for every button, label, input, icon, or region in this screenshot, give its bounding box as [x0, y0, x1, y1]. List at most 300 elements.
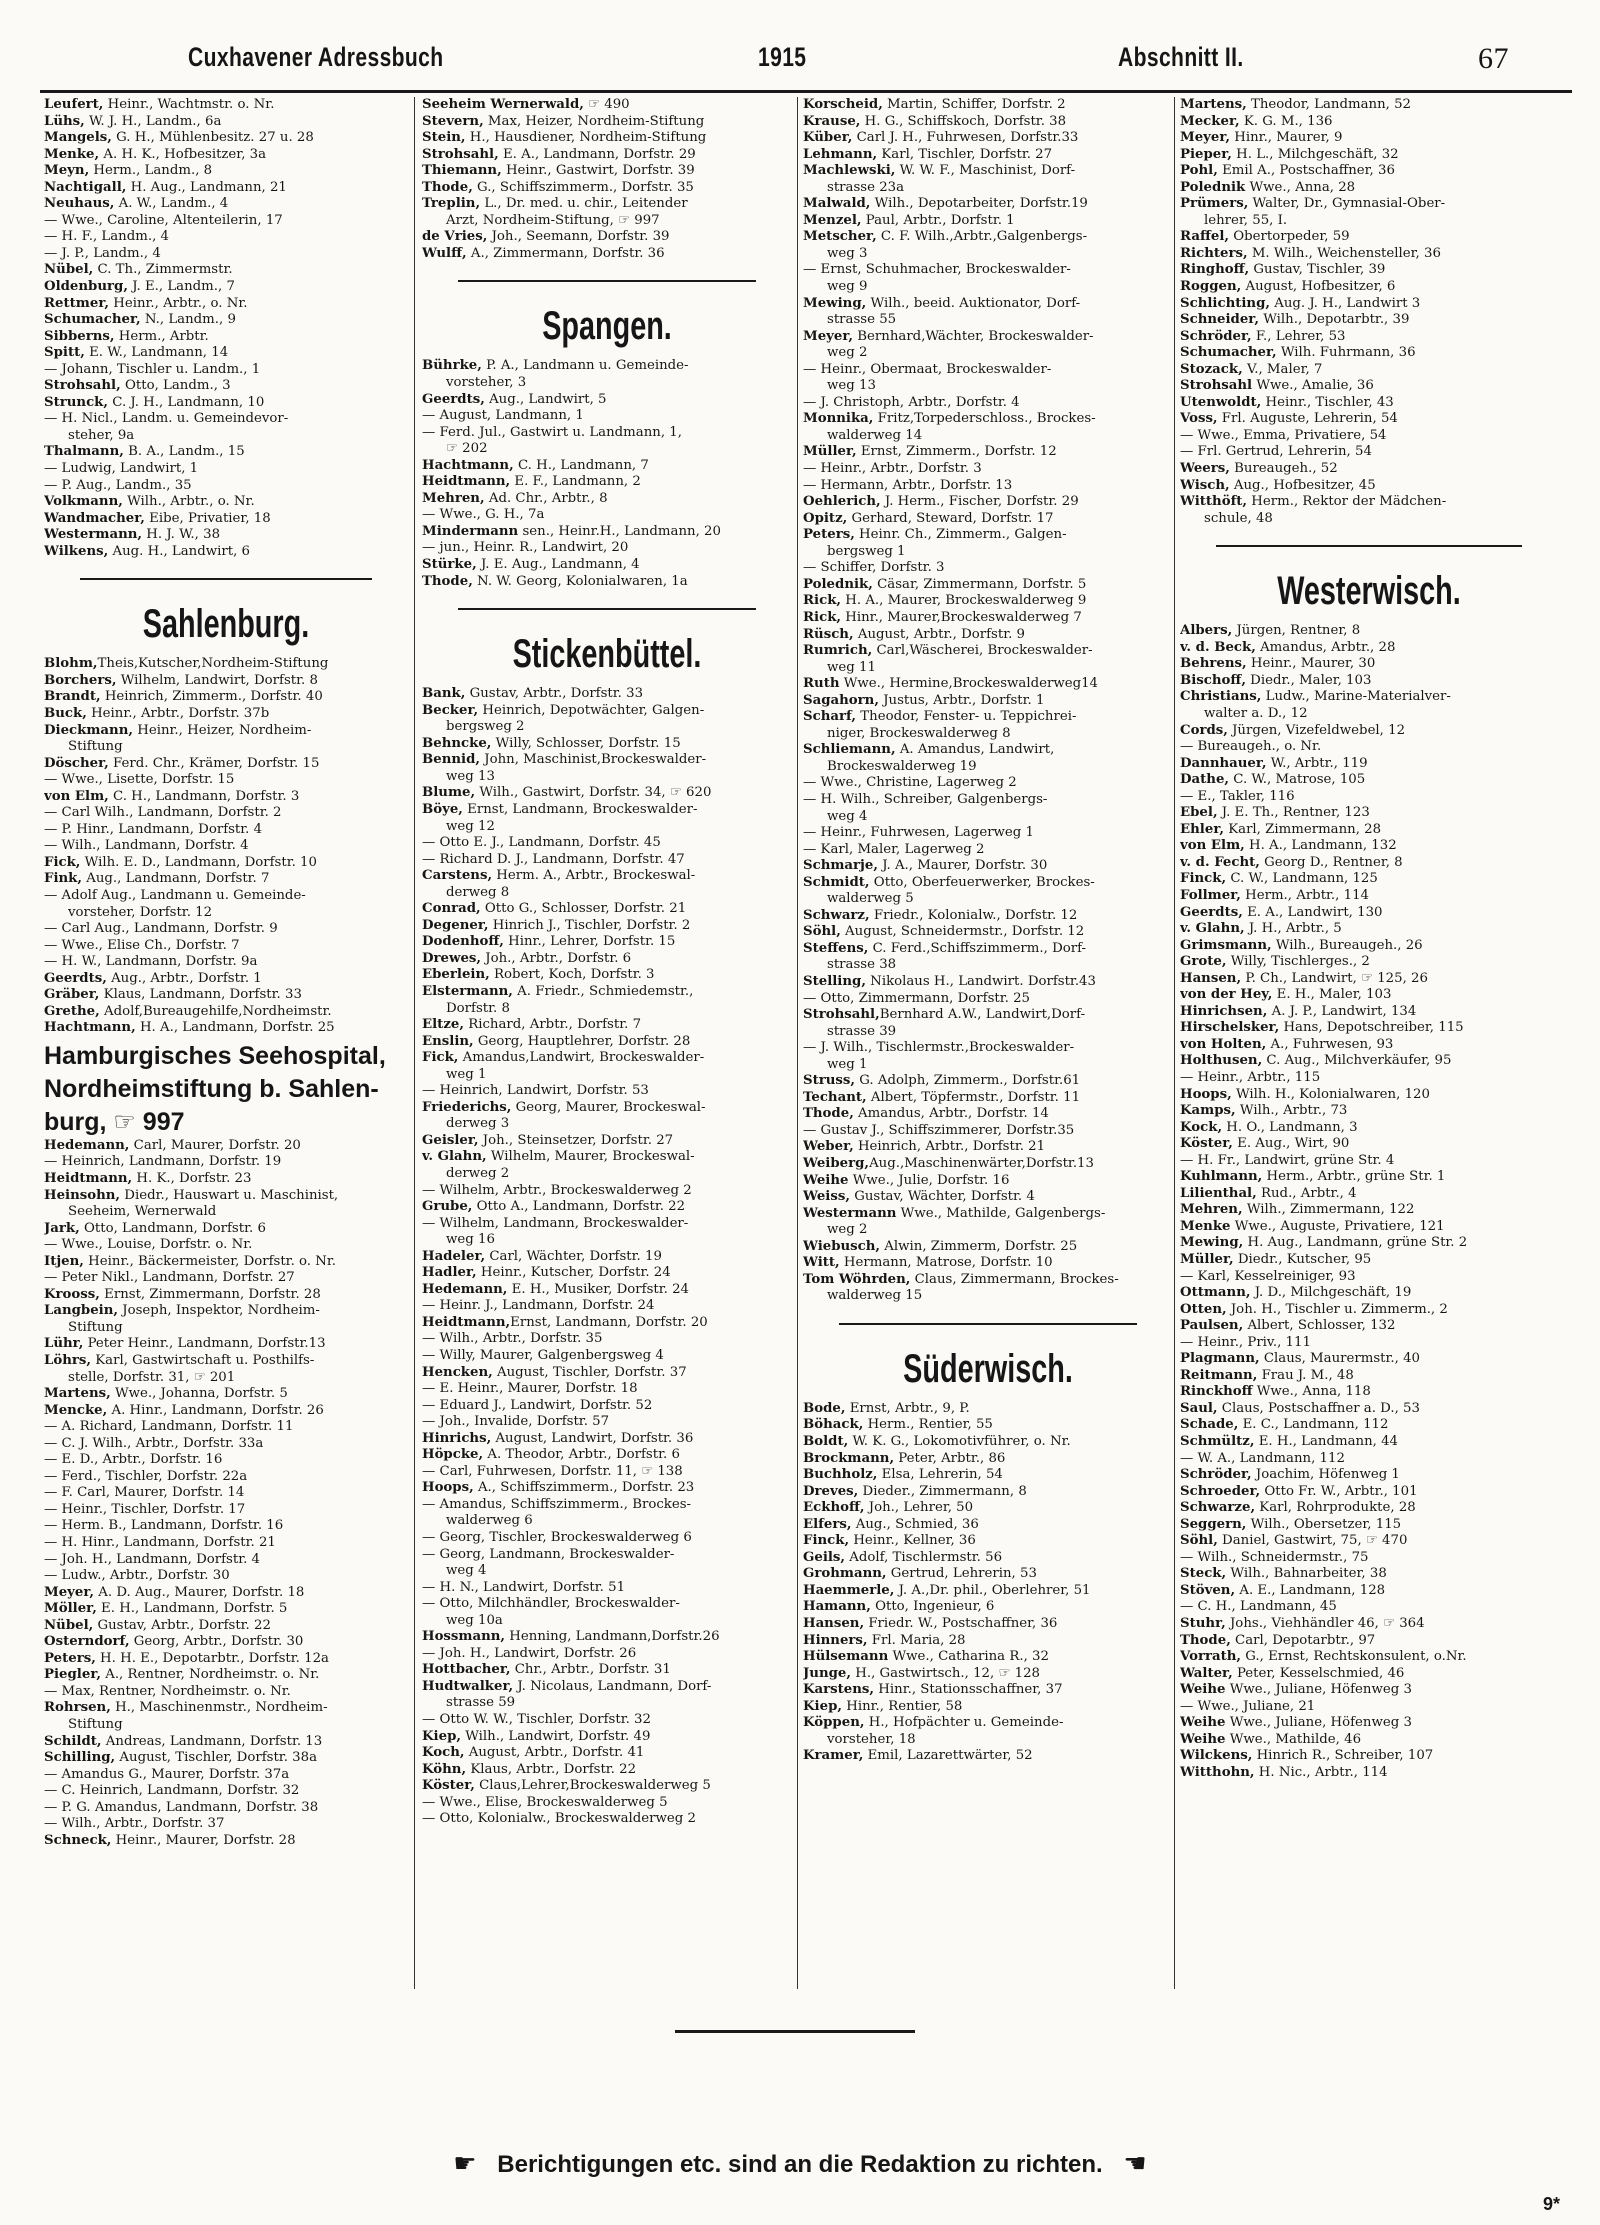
directory-entry — [422, 114, 792, 131]
entry-details: August, Tischler, Dorfstr. 37 — [492, 1364, 687, 1380]
directory-entry — [44, 921, 408, 938]
directory-entry — [1180, 1682, 1558, 1699]
entry-details: Heinr., Arbtr., Dorfstr. 37b — [86, 705, 270, 721]
entry-surname: Stozack, — [1180, 361, 1243, 377]
directory-entry — [44, 888, 408, 905]
directory-entry — [1180, 838, 1558, 855]
entry-surname: Geerdts, — [422, 391, 485, 407]
entry-details: — E. D., Arbtr., Dorfstr. 16 — [44, 1452, 223, 1468]
entry-details: Heinr. Ch., Zimmerm., Galgen- — [854, 527, 1067, 543]
directory-entry — [1180, 1666, 1558, 1683]
directory-entry — [1180, 461, 1558, 478]
entry-details: F., Lehrer, 53 — [1251, 328, 1346, 344]
directory-entry — [44, 411, 408, 428]
entry-surname: v. Glahn, — [422, 1149, 487, 1165]
entry-surname: Paulsen, — [1180, 1318, 1244, 1334]
directory-entry — [44, 689, 408, 706]
entry-surname: Hachtmann, — [422, 457, 514, 473]
entry-surname: Wulff, — [422, 245, 467, 261]
entry-details: G. H., Mühlenbesitz. 27 u. 28 — [111, 130, 314, 146]
directory-entry — [44, 362, 408, 379]
entry-details: — Willy, Maurer, Galgenbergsweg 4 — [422, 1348, 664, 1363]
entry-surname: Grote, — [1180, 954, 1227, 970]
entry-details: Elsa, Lehrerin, 54 — [877, 1467, 1003, 1483]
entry-details: Max, Heizer, Nordheim-Stiftung — [483, 113, 705, 129]
entry-details: — E. Heinr., Maurer, Dorfstr. 18 — [422, 1381, 638, 1397]
entry-details: — Hermann, Arbtr., Dorfstr. 13 — [803, 477, 1013, 493]
entry-surname: Richters, — [1180, 245, 1248, 261]
entry-details: Alwin, Zimmerm, Dorfstr. 25 — [880, 1238, 1078, 1254]
entry-surname: Köster, — [422, 1778, 475, 1794]
directory-entry — [44, 1154, 408, 1171]
entry-surname: Westermann — [803, 1205, 897, 1221]
entry-details: Herm., Rentier, 55 — [863, 1417, 993, 1433]
directory-entry — [803, 908, 1173, 925]
entry-surname: Weihe — [1180, 1715, 1226, 1731]
directory-entry — [803, 478, 1173, 495]
entry-surname: Seeheim Wernerwald, — [422, 97, 584, 112]
entry-details: A. Hinr., Landmann, Dorfstr. 26 — [107, 1402, 324, 1418]
entry-details: A., Zimmermann, Dorfstr. 36 — [466, 245, 665, 261]
entry-surname: Carstens, — [422, 868, 493, 884]
entry-details: — Wilh., Arbtr., Dorfstr. 35 — [422, 1331, 603, 1347]
directory-entry — [44, 1436, 408, 1453]
directory-entry — [422, 1662, 792, 1679]
entry-surname: Hinners, — [803, 1632, 868, 1648]
section-heading: Spangen. — [542, 304, 672, 349]
entry-details: J. Herm., Fischer, Dorfstr. 29 — [880, 494, 1079, 510]
entry-surname: Volkmann, — [44, 494, 123, 510]
directory-entry — [44, 1171, 408, 1188]
entry-continuation — [422, 1563, 792, 1580]
directory-entry — [1180, 1384, 1558, 1401]
directory-entry — [44, 1535, 408, 1552]
entry-surname: Hossmann, — [422, 1629, 506, 1645]
entry-surname: Witthohn, — [1180, 1764, 1255, 1780]
entry-details: Daniel, Gastwirt, 75, ☞ 470 — [1217, 1533, 1408, 1549]
entry-continuation — [803, 809, 1173, 826]
entry-surname: Stuhr, — [1180, 1616, 1226, 1632]
directory-entry — [422, 507, 792, 524]
directory-entry — [44, 1452, 408, 1469]
directory-entry — [1180, 1649, 1558, 1666]
directory-entry — [1180, 312, 1558, 329]
entry-details: weg 12 — [446, 818, 495, 834]
directory-entry — [422, 180, 792, 197]
entry-surname: Ottmann, — [1180, 1285, 1251, 1301]
directory-entry — [1180, 1202, 1558, 1219]
entry-details: Carl, Depotarbtr., 97 — [1230, 1632, 1376, 1648]
entry-details: — August, Landmann, 1 — [422, 408, 584, 424]
entry-surname: Polednik — [1180, 179, 1246, 195]
entry-surname: Dieckmann, — [44, 722, 134, 738]
entry-surname: Reitmann, — [1180, 1367, 1258, 1383]
directory-entry — [1180, 411, 1558, 428]
entry-surname: Hedemann, — [422, 1281, 508, 1297]
directory-entry — [44, 1469, 408, 1486]
directory-entry — [803, 875, 1173, 892]
entry-details: P. A., Landmann u. Gemeinde- — [481, 358, 689, 374]
directory-entry — [422, 918, 792, 935]
directory-entry — [44, 1020, 408, 1037]
directory-entry — [803, 941, 1173, 958]
entry-surname: Borchers, — [44, 672, 117, 688]
entry-surname: Bührke, — [422, 358, 482, 374]
entry-surname: Thode, — [422, 179, 473, 195]
entry-details: Wilh., Landwirt, Dorfstr. 49 — [461, 1728, 651, 1744]
entry-surname: Koch, — [422, 1745, 465, 1761]
entry-details: vorsteher, 3 — [446, 375, 527, 391]
entry-details: Joh., Lehrer, 50 — [864, 1500, 974, 1516]
entry-details: Herm., Arbtr., grüne Str. 1 — [1262, 1169, 1446, 1185]
entry-details: Heinr., Kellner, 36 — [849, 1533, 976, 1549]
directory-entry — [44, 1221, 408, 1238]
entry-surname: Schneider, — [1180, 312, 1259, 328]
entry-details: Karl, Zimmermann, 28 — [1223, 821, 1382, 837]
entry-surname: Voss, — [1180, 411, 1218, 427]
entry-details: — H. Nicl., Landm. u. Gemeindevor- — [44, 411, 289, 427]
entry-details: Cäsar, Zimmermann, Dorfstr. 5 — [872, 576, 1087, 592]
entry-surname: Jark, — [44, 1220, 80, 1236]
entry-details: — Wilhelm, Landmann, Brockeswalder- — [422, 1215, 689, 1231]
directory-entry — [1180, 1087, 1558, 1104]
directory-entry — [803, 1451, 1173, 1468]
directory-entry — [803, 1484, 1173, 1501]
entry-details: Joh., Steinsetzer, Dorfstr. 27 — [478, 1132, 674, 1148]
directory-entry — [803, 991, 1173, 1008]
entry-surname: Bank, — [422, 686, 466, 702]
entry-surname: Weers, — [1180, 461, 1230, 477]
directory-entry — [1180, 229, 1558, 246]
entry-details: — Otto, Milchhändler, Brockeswalder- — [422, 1596, 680, 1612]
entry-details: Frau J. M., 48 — [1257, 1367, 1354, 1383]
directory-entry — [803, 1599, 1173, 1616]
entry-details: — Wwe., Caroline, Altenteilerin, 17 — [44, 212, 283, 228]
entry-surname: Hansen, — [803, 1616, 865, 1632]
directory-entry — [44, 180, 408, 197]
entry-surname: Buck, — [44, 705, 87, 721]
entry-details: Amandus, Arbtr., Dorfstr. 14 — [853, 1106, 1049, 1122]
directory-entry — [803, 1239, 1173, 1256]
entry-surname: Hinrichs, — [422, 1430, 492, 1446]
entry-details: August, Hofbesitzer, 6 — [1241, 279, 1396, 295]
entry-surname: Holthusen, — [1180, 1053, 1263, 1069]
directory-entry — [1180, 822, 1558, 839]
entry-details: Amandus,Landwirt, Brockeswalder- — [458, 1050, 705, 1066]
entry-details: H., Gastwirtsch., 12, ☞ 128 — [851, 1665, 1040, 1681]
directory-entry — [44, 656, 408, 673]
entry-details: — H. W., Landmann, Dorfstr. 9a — [44, 954, 258, 970]
entry-surname: Ehler, — [1180, 821, 1224, 837]
entry-details: ☞ 202 — [446, 441, 488, 457]
entry-details: Heinrich, Arbtr., Dorfstr. 21 — [853, 1139, 1046, 1155]
entry-surname: Köppen, — [803, 1715, 865, 1731]
directory-entry — [1180, 378, 1558, 395]
entry-surname: Scharf, — [803, 709, 857, 725]
entry-continuation — [422, 1067, 792, 1084]
entry-details: Wilh. Fuhrmann, 36 — [1276, 345, 1416, 361]
entry-surname: Martens, — [1180, 97, 1247, 112]
entry-surname: Peters, — [803, 527, 855, 543]
entry-surname: Schröder, — [1180, 1467, 1252, 1483]
entry-surname: Behncke, — [422, 735, 492, 751]
entry-details: A. Amandus, Landwirt, — [895, 742, 1055, 758]
entry-details: weg 2 — [827, 1222, 868, 1238]
entry-details: Wilh., Obersetzer, 115 — [1246, 1516, 1402, 1532]
entry-surname: Höpcke, — [422, 1447, 484, 1463]
entry-details: Otto, Oberfeuerwerker, Brockes- — [869, 874, 1095, 890]
directory-entry — [44, 805, 408, 822]
entry-details: Herm., Rektor der Mädchen- — [1247, 494, 1447, 510]
directory-entry — [1180, 1401, 1558, 1418]
entry-details: Frl. Maria, 28 — [867, 1632, 966, 1648]
entry-surname: Becker, — [422, 702, 479, 718]
entry-details: — Otto, Kolonialw., Brockeswalderweg 2 — [422, 1811, 696, 1827]
directory-entry — [422, 97, 792, 114]
entry-surname: Hamann, — [803, 1599, 871, 1615]
directory-entry — [422, 1778, 792, 1795]
entry-continuation — [422, 719, 792, 736]
entry-surname: Hinrichsen, — [1180, 1003, 1268, 1019]
entry-surname: Hansen, — [1180, 970, 1242, 986]
institution-heading: Nordheimstiftung b. Sahlen- — [44, 1074, 379, 1103]
entry-continuation — [422, 819, 792, 836]
entry-surname: Pieper, — [1180, 146, 1232, 162]
directory-entry — [1180, 1153, 1558, 1170]
entry-surname: Finck, — [1180, 871, 1227, 887]
entry-details: Fritz,Torpederschloss., Brockes- — [873, 411, 1096, 427]
entry-details: strasse 39 — [827, 1023, 897, 1039]
directory-entry — [422, 686, 792, 703]
entry-surname: Stevern, — [422, 113, 484, 129]
directory-entry — [44, 954, 408, 971]
entry-details: August, Tischler, Dorfstr. 38a — [115, 1750, 317, 1766]
entry-surname: Gräber, — [44, 987, 100, 1003]
entry-surname: Grethe, — [44, 1003, 100, 1019]
entry-details: weg 10a — [446, 1612, 503, 1628]
entry-continuation — [1180, 706, 1558, 723]
directory-entry — [1180, 1219, 1558, 1236]
directory-entry — [422, 934, 792, 951]
entry-details: — W. A., Landmann, 112 — [1180, 1450, 1345, 1466]
entry-surname: de Vries, — [422, 229, 488, 245]
entry-details: lehrer, 55, I. — [1204, 212, 1288, 228]
entry-details: Hinrich R., Schreiber, 107 — [1252, 1748, 1434, 1764]
entry-details: Wilh., Depotarbeiter, Dorfstr.19 — [870, 196, 1088, 212]
entry-details: H. K., Dorfstr. 23 — [132, 1170, 252, 1186]
directory-entry — [422, 196, 792, 213]
entry-surname: Behrens, — [1180, 656, 1247, 672]
entry-details: Herm. A., Arbtr., Brockeswal- — [492, 868, 696, 884]
entry-details: — Peter Nikl., Landmann, Dorfstr. 27 — [44, 1270, 295, 1286]
entry-details: — Wwe., Lisette, Dorfstr. 15 — [44, 772, 235, 788]
directory-entry — [422, 1596, 792, 1613]
directory-entry — [803, 1533, 1173, 1550]
entry-details: — Joh. H., Landwirt, Dorfstr. 26 — [422, 1645, 637, 1661]
directory-entry — [422, 229, 792, 246]
directory-entry — [44, 527, 408, 544]
entry-details: Klaus, Arbtr., Dorfstr. 22 — [466, 1761, 637, 1777]
directory-entry — [422, 1100, 792, 1117]
entry-details: — Heinr., Priv., 111 — [1180, 1334, 1311, 1350]
entry-surname: Böhack, — [803, 1417, 864, 1433]
entry-details: Aug., Landwirt, 5 — [484, 391, 607, 407]
entry-surname: Steffens, — [803, 940, 869, 956]
directory-entry — [1180, 1252, 1558, 1269]
entry-details: C. H., Landmann, 7 — [513, 457, 649, 473]
directory-entry — [44, 1800, 408, 1817]
entry-continuation — [422, 1001, 792, 1018]
directory-entry — [44, 461, 408, 478]
directory-entry — [1180, 1599, 1558, 1616]
entry-details: Ernst, Landmann, Dorfstr. 20 — [510, 1314, 708, 1330]
entry-continuation — [44, 428, 408, 445]
entry-details: Wilh., Zimmermann, 122 — [1242, 1202, 1415, 1218]
entry-details: N. W. Georg, Kolonialwaren, 1a — [472, 573, 688, 589]
entry-details: E. H., Maler, 103 — [1272, 987, 1392, 1003]
directory-entry — [422, 147, 792, 164]
entry-details: — Amandus G., Maurer, Dorfstr. 37a — [44, 1766, 290, 1782]
entry-surname: Menke — [1180, 1218, 1231, 1234]
entry-surname: Menke, — [44, 146, 100, 162]
directory-entry — [1180, 1517, 1558, 1534]
entry-details: — Bureaugeh., o. Nr. — [1180, 739, 1322, 755]
column-1 — [44, 97, 408, 1849]
section-heading: Süderwisch. — [903, 1346, 1073, 1391]
entry-details: Gustav, Tischler, 39 — [1249, 262, 1386, 278]
directory-entry — [44, 1336, 408, 1353]
directory-entry — [44, 822, 408, 839]
entry-surname: Haemmerle, — [803, 1582, 895, 1598]
entry-continuation — [803, 1732, 1173, 1749]
entry-details: August, Arbtr., Dorfstr. 9 — [853, 626, 1026, 642]
entry-surname: Machlewski, — [803, 163, 896, 179]
directory-entry — [422, 1762, 792, 1779]
directory-entry — [1180, 673, 1558, 690]
entry-surname: Geils, — [803, 1549, 846, 1565]
entry-details: J. E. Th., Rentner, 123 — [1217, 805, 1370, 821]
entry-details: J. E., Landm., 7 — [127, 279, 235, 295]
directory-entry — [1180, 345, 1558, 362]
directory-entry — [422, 785, 792, 802]
entry-details: C. Ferd.,Schiffszimmerm., Dorf- — [868, 940, 1087, 956]
entry-details: walderweg 5 — [827, 891, 914, 907]
entry-surname: Mehren, — [1180, 1202, 1243, 1218]
directory-entry — [422, 1348, 792, 1365]
entry-details: Wilh., Bahnarbeiter, 38 — [1226, 1566, 1387, 1582]
entry-details: J. H., Arbtr., 5 — [1244, 921, 1342, 937]
entry-surname: Schmidt, — [803, 874, 870, 890]
entry-details: Aug., Hofbesitzer, 45 — [1229, 477, 1376, 493]
entry-details: Wwe., Mathilde, Galgenbergs- — [896, 1205, 1106, 1221]
entry-details: Ad. Chr., Arbtr., 8 — [484, 490, 608, 506]
entry-details: derweg 3 — [446, 1116, 510, 1132]
entry-details: Claus, Zimmermann, Brockes- — [910, 1271, 1119, 1287]
entry-details: Ernst, Zimmermann, Dorfstr. 28 — [99, 1286, 321, 1302]
entry-details: vorsteher, Dorfstr. 12 — [68, 904, 213, 920]
directory-entry — [1180, 640, 1558, 657]
entry-details: Hinr., Lehrer, Dorfstr. 15 — [503, 934, 676, 950]
directory-entry — [1180, 279, 1558, 296]
entry-details: Herm., Arbtr. — [114, 328, 209, 344]
entry-surname: Finck, — [803, 1533, 850, 1549]
entry-details: P. Ch., Landwirt, ☞ 125, 26 — [1241, 970, 1428, 986]
directory-entry — [44, 1618, 408, 1635]
directory-entry — [1180, 296, 1558, 313]
directory-entry — [44, 1833, 408, 1850]
directory-entry — [44, 329, 408, 346]
entry-details: E. H., Landmann, Dorfstr. 5 — [96, 1601, 288, 1617]
entry-surname: v. d. Beck, — [1180, 639, 1256, 655]
directory-entry — [422, 1431, 792, 1448]
entry-surname: Köster, — [1180, 1136, 1233, 1152]
entry-details: Wwe., Julie, Dorfstr. 16 — [848, 1172, 1010, 1188]
entry-details: — Carl Wilh., Landmann, Dorfstr. 2 — [44, 805, 282, 821]
directory-entry — [422, 1034, 792, 1051]
directory-entry — [1180, 1120, 1558, 1137]
directory-entry — [44, 97, 408, 114]
entry-details: E. A., Landmann, Dorfstr. 29 — [498, 146, 696, 162]
entry-continuation — [803, 1222, 1173, 1239]
entry-details: Diedr., Maler, 103 — [1245, 672, 1372, 688]
entry-details: Bernhard A.W., Landwirt,Dorf- — [879, 1007, 1086, 1023]
entry-details: — E., Takler, 116 — [1180, 788, 1295, 804]
entry-details: C. H., Landmann, Dorfstr. 3 — [108, 788, 300, 804]
entry-details: H. Aug., Landmann, 21 — [126, 179, 287, 195]
directory-entry — [422, 1149, 792, 1166]
entry-details: Heinr., Kutscher, Dorfstr. 24 — [476, 1265, 671, 1281]
entry-details: Otto, Landmann, Dorfstr. 6 — [79, 1220, 266, 1236]
entry-details: Nikolaus H., Landwirt. Dorfstr.43 — [865, 973, 1096, 989]
entry-details: walderweg 15 — [827, 1288, 923, 1304]
entry-surname: Metscher, — [803, 229, 877, 245]
entry-surname: Grube, — [422, 1199, 473, 1215]
directory-entry — [44, 871, 408, 888]
entry-surname: Tom Wöhrden, — [803, 1271, 911, 1287]
entry-details: Martin, Schiffer, Dorfstr. 2 — [882, 97, 1066, 112]
entry-surname: Christians, — [1180, 689, 1262, 705]
entry-surname: Buchholz, — [803, 1467, 878, 1483]
entry-surname: Möller, — [44, 1601, 97, 1617]
entry-surname: Dannhauer, — [1180, 755, 1267, 771]
entry-details: — Heinr., Tischler, Dorfstr. 17 — [44, 1501, 246, 1517]
entry-details: Georg, Arbtr., Dorfstr. 30 — [129, 1634, 304, 1650]
entry-details: — Ferd., Tischler, Dorfstr. 22a — [44, 1468, 248, 1484]
entry-surname: Hudtwalker, — [422, 1678, 514, 1694]
directory-entry — [803, 1500, 1173, 1517]
entry-details: A. Friedr., Schmiedemstr., — [512, 983, 694, 999]
entry-details: H. J. W., 38 — [142, 527, 221, 543]
section-heading: Sahlenburg. — [142, 602, 310, 647]
entry-details: schule, 48 — [1204, 510, 1273, 526]
entry-surname: Hülsemann — [803, 1649, 889, 1665]
directory-entry — [44, 756, 408, 773]
entry-surname: Grohmann, — [803, 1566, 887, 1582]
directory-entry — [44, 1568, 408, 1585]
entry-surname: Brandt, — [44, 689, 101, 705]
directory-entry — [422, 1497, 792, 1514]
entry-surname: Schildt, — [44, 1733, 102, 1749]
entry-details: H. L., Milchgeschäft, 32 — [1231, 146, 1399, 162]
directory-entry — [422, 736, 792, 753]
entry-details: — Otto W. W., Tischler, Dorfstr. 32 — [422, 1712, 651, 1728]
entry-details: Heinr., Wachtmstr. o. Nr. — [103, 97, 275, 112]
directory-entry — [422, 1547, 792, 1564]
entry-surname: Schmarje, — [803, 858, 878, 874]
entry-continuation — [803, 891, 1173, 908]
entry-details: Wwe., Auguste, Privatiere, 121 — [1230, 1218, 1445, 1234]
entry-surname: Albers, — [1180, 623, 1233, 639]
